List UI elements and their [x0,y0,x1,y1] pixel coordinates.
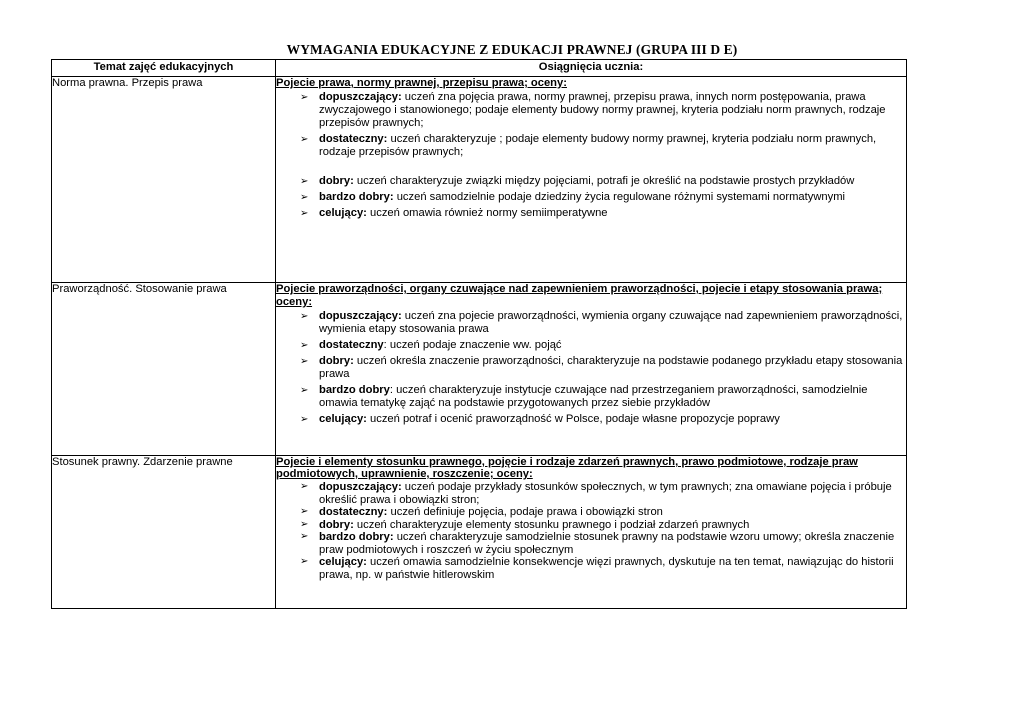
grade-label: dopuszczający: [319,91,402,103]
grade-label: dopuszczający: [319,310,402,322]
grade-text: uczeń podaje przykłady stosunków społecznych, w tym prawnych; zna omawiane pojęcia i próbuje określić prawa i obowiązki stron; [319,481,892,506]
list-item [276,207,906,220]
section-heading: Pojecie i elementy stosunku prawnego, pojęcie i rodzaje zdarzeń prawnych, prawo podmiotowe, rodzaje praw podmiotowych, uprawnienie, roszczenie; oceny: [276,456,858,480]
achievements-cell [276,77,907,283]
list-item [276,413,906,426]
grade-label: bardzo dobry [319,384,390,396]
grade-label: dobry: [319,175,354,187]
list-item [276,481,906,506]
grade-text: uczeń określa znaczenie praworządności, charakteryzuje na podstawie podanego przykładu etapy stosowania prawa [319,355,903,380]
list-item [276,175,906,188]
table-row [52,456,907,609]
achievements-cell [276,283,907,456]
arrow-bullet-icon: ➢ [300,531,309,542]
requirements-table [51,59,907,609]
header-topic: Temat zajęć edukacyjnych [52,60,276,77]
page-title: WYMAGANIA EDUKACYJNE Z EDUKACJI PRAWNEJ (GRUPA III D E) [286,42,738,57]
arrow-bullet-icon: ➢ [300,340,309,351]
grade-label: dostateczny [319,339,384,351]
section-heading: Pojecie praworządności, organy czuwające nad zapewnieniem praworządności, pojecie i etapy stosowania prawa; oceny: [276,283,883,308]
arrow-bullet-icon: ➢ [300,518,309,530]
achievements-cell [276,456,907,609]
grade-list [276,91,906,220]
grade-text: uczeń omawia samodzielnie konsekwencje więzi prawnych, dyskutuje na ten temat, nawiązując do historii prawa, np. w państwie hitlerowskim [319,556,894,581]
arrow-bullet-icon: ➢ [300,92,309,103]
list-item [276,384,906,410]
arrow-bullet-icon: ➢ [300,506,309,517]
grade-text: uczeń charakteryzuje ; podaje elementy budowy normy prawnej, kryteria podziału norm prawnych, rodzaje przepisów prawnych; [319,133,877,158]
grade-text: uczeń charakteryzuje związki między pojęciami, potrafi je określić na podstawie prostych przykładów [353,175,855,187]
grade-label: celujący: [319,207,367,219]
arrow-bullet-icon: ➢ [300,481,309,492]
arrow-bullet-icon: ➢ [300,208,309,219]
list-item [276,91,906,130]
list-item [276,506,906,519]
arrow-bullet-icon: ➢ [300,192,309,203]
grade-text: uczeń zna pojęcia prawa, normy prawnej, przepisu prawa, innych norm postępowania, prawa zwyczajowego i stanowionego; podaje elementy budowy normy prawnej, kryteria podziału norm prawnych, rodzaje przepisów prawnych; [319,91,886,129]
arrow-bullet-icon: ➢ [300,385,309,396]
grade-text: : uczeń charakteryzuje instytucje czuwające nad przestrzeganiem praworządności, samodzielnie omawia tematykę zająć na podstawie przygotowanych przez siebie przykładów [319,384,868,409]
list-item [276,519,906,532]
grade-label: dopuszczający: [319,481,402,493]
grade-text: uczeń charakteryzuje samodzielnie stosunek prawny na podstawie wzoru umowy; określa znaczenie praw podmiotowych i roszczeń w życiu społecznym [319,531,895,556]
grade-label: celujący: [319,556,367,568]
grade-text: uczeń definiuje pojęcia, podaje prawa i obowiązki stron [387,506,663,518]
grade-list [276,481,906,581]
topic-cell: Praworządność. Stosowanie prawa [52,283,276,456]
arrow-bullet-icon: ➢ [300,356,309,367]
arrow-bullet-icon: ➢ [300,414,309,425]
grade-label: dostateczny: [319,133,388,145]
header-achievements: Osiągnięcia ucznia: [276,60,907,77]
list-item [276,133,906,159]
grade-list [276,310,906,426]
table-row [52,77,907,283]
topic-cell: Norma prawna. Przepis prawa [52,77,276,283]
grade-label: celujący: [319,413,367,425]
grade-text: uczeń charakteryzuje elementy stosunku prawnego i podział zdarzeń prawnych [353,518,750,531]
table-header-row [52,60,907,77]
arrow-bullet-icon: ➢ [300,176,309,187]
grade-text: uczeń zna pojecie praworządności, wymienia organy czuwające nad zapewnieniem praworządności, wymienia etapy stosowania prawa [319,310,903,335]
grade-label: bardzo dobry: [319,531,394,543]
grade-label: dobry: [319,518,354,531]
topic-cell: Stosunek prawny. Zdarzenie prawne [52,456,276,609]
arrow-bullet-icon: ➢ [300,311,309,322]
section-heading: Pojecie prawa, normy prawnej, przepisu prawa; oceny: [276,77,567,89]
list-item [276,310,906,336]
grade-text: : uczeń podaje znaczenie ww. pojąć [383,339,562,351]
grade-label: dostateczny: [319,506,388,518]
table-row [52,283,907,456]
grade-text: uczeń potraf i ocenić praworządność w Polsce, podaje własne propozycje poprawy [366,413,780,425]
list-item [276,531,906,556]
grade-text: uczeń samodzielnie podaje dziedziny życia regulowane różnymi systemami normatywnymi [393,191,846,203]
list-item [276,339,906,352]
list-item [276,191,906,204]
list-item [276,355,906,381]
arrow-bullet-icon: ➢ [300,134,309,145]
arrow-bullet-icon: ➢ [300,556,309,567]
grade-text: uczeń omawia również normy semiimperatywne [366,207,608,219]
grade-label: bardzo dobry: [319,191,394,203]
grade-label: dobry: [319,355,354,367]
list-item [276,556,906,581]
